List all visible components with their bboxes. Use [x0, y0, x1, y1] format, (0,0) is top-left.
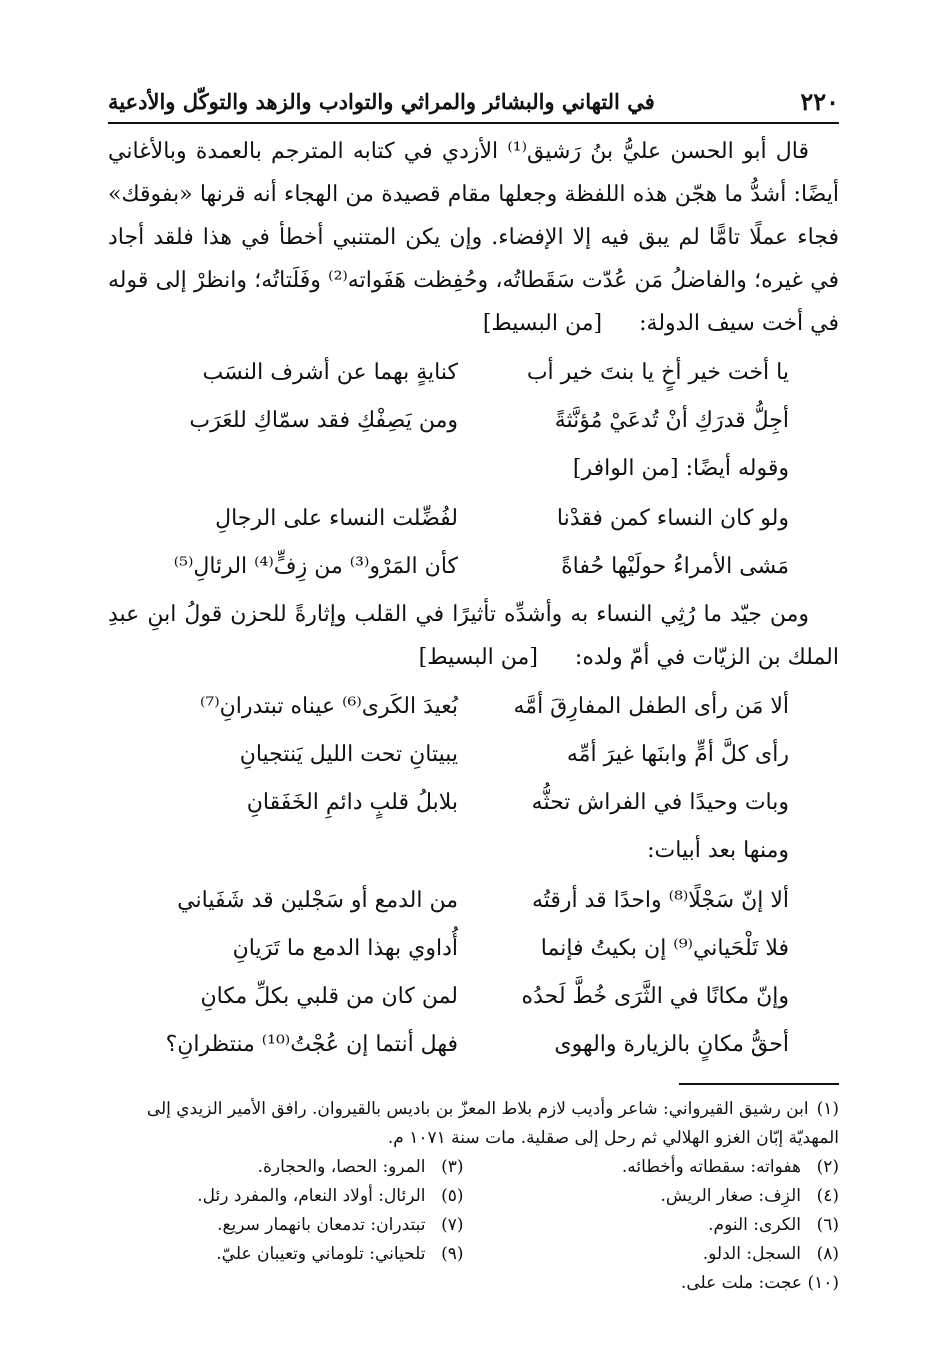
- footnote-text: المرو: الحصا، والحجارة.: [257, 1157, 426, 1177]
- poem-1: [108, 349, 839, 445]
- footnote-8: [484, 1240, 840, 1269]
- verse-second-hemistich: كنايةٍ بهما عن أشرف النسَب: [202, 360, 458, 385]
- verse-second-hemistich: ومن يَصِفْكِ فقد سمّاكِ للعَرَب: [189, 408, 458, 433]
- verse-second-hemistich: فهل أنتما إن عُجْتُ⁽¹⁰⁾ منتظرانِ؟: [165, 1032, 458, 1057]
- footnote-text: عجت: ملت على.: [680, 1273, 803, 1293]
- meter-label: [من الوافر]: [572, 456, 679, 481]
- verse-line: [108, 877, 839, 925]
- footnote-text: هفواته: سقطاته وأخطائه.: [621, 1157, 801, 1177]
- footnote-number: (٧): [441, 1215, 464, 1235]
- footnote-number: (٤): [816, 1186, 839, 1206]
- footnote-5: [108, 1182, 464, 1211]
- meter-label: [من البسيط]: [482, 311, 603, 336]
- verse-first-hemistich: وبات وحيدًا في الفراش تحثُّه: [531, 790, 789, 815]
- footnotes: [108, 1095, 839, 1298]
- running-title: في التهاني والبشائر والمراثي والتوادب والزهد والتوكّل والأدعية: [108, 88, 655, 114]
- footnote-number: (٥): [441, 1186, 464, 1206]
- verse-first-hemistich: أحقُّ مكانٍ بالزيارة والهوى: [554, 1032, 789, 1057]
- verse-first-hemistich: رأى كلَّ أمٍّ وابنَها غيرَ أمِّه: [566, 742, 789, 767]
- verse-line: [108, 925, 839, 973]
- verse-line: [108, 731, 839, 779]
- footnote-number: (١): [816, 1099, 839, 1119]
- footnote-grid: [108, 1153, 839, 1269]
- verse-line: [108, 779, 839, 827]
- verse-first-hemistich: ألا مَن رأى الطفل المفارِقَ أمَّه: [513, 694, 789, 719]
- poem-2: [108, 495, 839, 591]
- footnote-number: (٩): [441, 1244, 464, 1264]
- verse-second-hemistich: كأن المَرْو⁽³⁾ من زِفٍّ⁽⁴⁾ الرئالِ⁽⁵⁾: [173, 554, 458, 579]
- poem-3: [108, 683, 839, 827]
- footnote-text: الرئال: أولاد النعام، والمفرد رئل.: [197, 1186, 426, 1206]
- verse-second-hemistich: من الدمع أو سَجْلين قد شَفَياني: [177, 888, 458, 913]
- poem-4-intro-text: ومنها بعد أبيات:: [647, 838, 789, 863]
- poem-4: [108, 877, 839, 1069]
- verse-line: [108, 683, 839, 731]
- verse-first-hemistich: يا أخت خير أخٍ يا بنتَ خير أب: [526, 360, 789, 385]
- meter-label: [من البسيط]: [418, 645, 538, 670]
- footnote-text: ابن رشيق القيرواني: شاعر وأديب لازم بلاط المعزّ بن باديس بالقيروان. رافق الأمير الزيدي إلى المهديّة إبّان الغزو الهلالي ثم رحل إلى صقلية. مات سنة ١٠٧١ م.: [146, 1099, 839, 1148]
- verse-line: [108, 1021, 839, 1069]
- footnote-number: (٢): [816, 1157, 839, 1177]
- verse-first-hemistich: وإنّ مكانًا في الثَّرَى خُطَّ لَحدُه: [521, 984, 789, 1009]
- verse-line: [108, 973, 839, 1021]
- verse-line: [108, 495, 839, 543]
- page-header: [108, 80, 839, 124]
- footnote-1: [108, 1095, 839, 1153]
- paragraph-2: [108, 593, 839, 679]
- poem-2-intro-text: وقوله أيضًا:: [685, 456, 789, 481]
- verse-line: [108, 349, 839, 397]
- verse-second-hemistich: لمن كان من قلبي بكلِّ مكانِ: [200, 984, 458, 1009]
- footnote-text: تبتدران: تدمعان بانهمار سريع.: [217, 1215, 426, 1235]
- verse-second-hemistich: بُعيدَ الكَرى⁽⁶⁾ عيناه تبتدرانِ⁽⁷⁾: [200, 694, 458, 719]
- footnote-number: (١٠): [807, 1273, 839, 1293]
- poem-2-intro: [108, 447, 839, 491]
- intro-paragraph: [108, 130, 839, 345]
- footnote-6: [484, 1211, 840, 1240]
- verse-first-hemistich: ولو كان النساء كمن فقدْنا: [556, 506, 789, 531]
- verse-second-hemistich: يبيتانِ تحت الليل يَنتجيانِ: [239, 742, 458, 767]
- footnote-2: [484, 1153, 840, 1182]
- footnote-9: [108, 1240, 464, 1269]
- footnote-text: الكرى: النوم.: [708, 1215, 801, 1235]
- verse-first-hemistich: أجِلُّ قدرَكِ أنْ تُدعَيْ مُؤنَّثةً: [554, 408, 789, 433]
- verse-line: [108, 543, 839, 591]
- verse-second-hemistich: أُداوي بهذا الدمع ما تَرَيانِ: [232, 936, 458, 961]
- footnote-10: [108, 1269, 839, 1298]
- footnote-text: الزِف: صغار الريش.: [660, 1186, 801, 1206]
- verse-line: [108, 397, 839, 445]
- verse-first-hemistich: ألا إنّ سَجْلًا⁽⁸⁾ واحدًا قد أرقتُه: [531, 888, 789, 913]
- poem-4-intro: [108, 829, 839, 873]
- intro-paragraph-text: قال أبو الحسن عليُّ بنُ رَشيق⁽¹⁾ الأزدي في كتابه المترجم بالعمدة وبالأغاني أيضًا: أشدُّ ما هجّن هذه اللفظة وجعلها مقام قصيدة من الهجاء أنه قرنها «بفوقك» فجاء عملًا تامًّا لم يبق فيه إلا الإفضاء. وإن يكن المتنبي أخطأ في هذا فلقد أجاد في غيره؛ والفاضلُ مَن عُدّت سَقَطاتُه، وحُفِظت هَفَواته⁽²⁾ وفَلَتاتُه؛ وانظرْ إلى قوله في أخت سيف الدولة:: [108, 139, 840, 336]
- verse-second-hemistich: بلابلُ قلبٍ دائمِ الخَفَقانِ: [246, 790, 458, 815]
- footnote-text: تلحياني: تلوماني وتعيبان عليّ.: [216, 1244, 426, 1264]
- page-number: ٢٢٠: [800, 86, 839, 116]
- footnote-number: (٣): [441, 1157, 464, 1177]
- paragraph-2-text: ومن جيّد ما رُثِي النساء به وأشدِّه تأثيرًا في القلب وإثارةً للحزن قولُ ابنِ عبدِ الملك بن الزيّات في أمّ ولده:: [108, 602, 839, 670]
- verse-first-hemistich: فلا تَلْحَياني⁽⁹⁾ إن بكيتُ فإنما: [540, 936, 789, 961]
- footnote-3: [108, 1153, 464, 1182]
- footnote-separator: [679, 1083, 839, 1085]
- footnote-text: السجل: الدلو.: [702, 1244, 801, 1264]
- verse-first-hemistich: مَشى الأمراءُ حولَيْها حُفاةً: [561, 554, 789, 579]
- footnote-7: [108, 1211, 464, 1240]
- footnote-4: [484, 1182, 840, 1211]
- verse-second-hemistich: لفُضِّلت النساء على الرجالِ: [215, 506, 458, 531]
- page-body: [108, 130, 839, 1071]
- footnote-number: (٦): [816, 1215, 839, 1235]
- footnote-number: (٨): [816, 1244, 839, 1264]
